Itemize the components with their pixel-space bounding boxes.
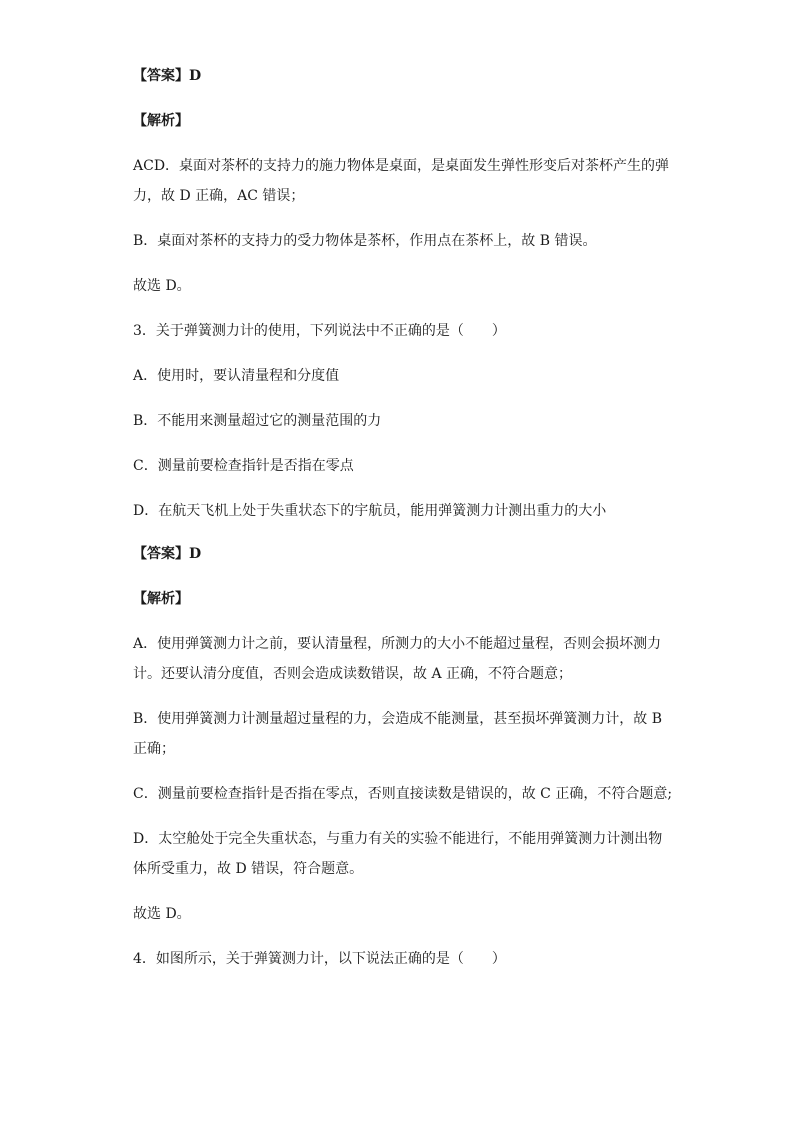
analysis-paragraph-1-line-2: 力，故 D 正确，AC 错误； (133, 188, 305, 204)
analysis-heading-3: 【解析】 (133, 591, 189, 607)
conclusion-3: 故选 D。 (133, 906, 191, 922)
analysis-3-a-line-2: 计。还要认清分度值，否则会造成读数错误，故 A 正确，不符合题意； (133, 666, 573, 682)
analysis-heading-1: 【解析】 (133, 113, 189, 129)
analysis-3-b-line-1: B．使用弹簧测力计测量超过量程的力，会造成不能测量，甚至损坏弹簧测力计，故 B (133, 711, 663, 727)
conclusion-1: 故选 D。 (133, 278, 191, 294)
question-4-stem: 4．如图所示，关于弹簧测力计，以下说法正确的是（ ） (133, 951, 506, 967)
analysis-3-b-line-2: 正确； (133, 741, 175, 757)
question-3-option-d: D．在航天飞机上处于失重状态下的宇航员，能用弹簧测力计测出重力的大小 (133, 503, 607, 519)
question-3-option-a: A．使用时，要认清量程和分度值 (133, 368, 340, 384)
analysis-3-a-line-1: A．使用弹簧测力计之前，要认清量程，所测力的大小不能超过量程，否则会损坏测力 (133, 636, 662, 652)
analysis-3-d-line-1: D．太空舱处于完全失重状态，与重力有关的实验不能进行，不能用弹簧测力计测出物 (133, 831, 663, 847)
analysis-paragraph-1-line-1: ACD．桌面对茶杯的支持力的施力物体是桌面，是桌面发生弹性形变后对茶杯产生的弹 (133, 158, 670, 174)
question-3-option-c: C．测量前要检查指针是否指在零点 (133, 458, 354, 474)
question-3-option-b: B．不能用来测量超过它的测量范围的力 (133, 413, 382, 429)
analysis-3-c-line-1: C．测量前要检查指针是否指在零点，否则直接读数是错误的，故 C 正确，不符合题意; (133, 786, 673, 802)
analysis-3-d-line-2: 体所受重力，故 D 错误，符合题意。 (133, 861, 364, 877)
analysis-paragraph-2: B．桌面对茶杯的支持力的受力物体是茶杯，作用点在茶杯上，故 B 错误。 (133, 233, 597, 249)
answer-label-3: 【答案】D (133, 546, 202, 562)
question-3-stem: 3．关于弹簧测力计的使用，下列说法中不正确的是（ ） (133, 323, 506, 339)
answer-label-1: 【答案】D (133, 68, 202, 84)
